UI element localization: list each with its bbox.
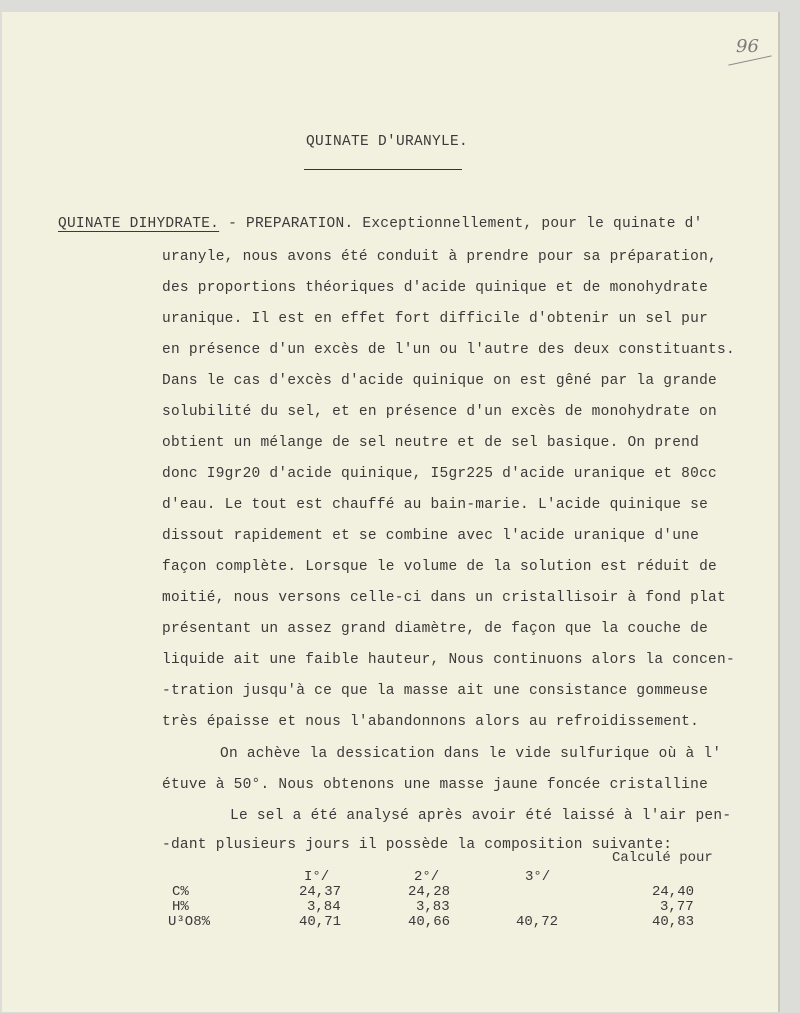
- text-line-8: obtient un mélange de sel neutre et de sel basique. On prend: [162, 435, 700, 451]
- text-line-21: -dant plusieurs jours il possède la composition suivante:: [162, 837, 673, 853]
- row-label-uranium-oxide: U³O8%: [168, 914, 211, 930]
- column-header-3: 3°/: [525, 869, 551, 885]
- cell-carbon-2: 24,28: [408, 884, 451, 900]
- cell-carbon-calc: 24,40: [652, 884, 695, 900]
- cell-hydrogen-1: 3,84: [307, 899, 341, 915]
- text-line-11: dissout rapidement et se combine avec l'acide uranique d'une: [162, 528, 700, 544]
- title-underline: [304, 169, 462, 170]
- document-page: [2, 12, 778, 1012]
- row-label-hydrogen: H%: [172, 899, 189, 915]
- calculated-header: Calculé pour: [612, 850, 713, 866]
- cell-hydrogen-2: 3,83: [416, 899, 450, 915]
- cell-uranium-oxide-calc: 40,83: [652, 914, 695, 930]
- text-line-6: Dans le cas d'excès d'acide quinique on est gêné par la grande: [162, 373, 717, 389]
- cell-uranium-oxide-3: 40,72: [516, 914, 559, 930]
- cell-uranium-oxide-2: 40,66: [408, 914, 451, 930]
- text-line-18: On achève la dessication dans le vide sulfurique où à l': [220, 746, 722, 762]
- text-line-14: présentant un assez grand diamètre, de façon que la couche de: [162, 621, 709, 637]
- column-header-1: I°/: [304, 869, 330, 885]
- document-title: QUINATE D'URANYLE.: [306, 134, 469, 150]
- text-line-9: donc I9gr20 d'acide quinique, I5gr225 d'acide uranique et 80cc: [162, 466, 717, 482]
- text-line-1-body: - PREPARATION. Exceptionnellement, pour le quinate d': [219, 216, 703, 232]
- text-line-4: uranique. Il est en effet fort difficile d'obtenir un sel pur: [162, 311, 709, 327]
- text-line-1: [58, 216, 703, 232]
- cell-hydrogen-calc: 3,77: [660, 899, 694, 915]
- section-heading: QUINATE DIHYDRATE.: [58, 216, 220, 232]
- text-line-17: très épaisse et nous l'abandonnons alors au refroidissement.: [162, 714, 700, 730]
- column-header-2: 2°/: [414, 869, 440, 885]
- text-line-13: moitié, nous versons celle-ci dans un cristallisoir à fond plat: [162, 590, 726, 606]
- text-line-20: Le sel a été analysé après avoir été laissé à l'air pen-: [230, 808, 732, 824]
- text-line-7: solubilité du sel, et en présence d'un excès de monohydrate on: [162, 404, 717, 420]
- text-line-2: uranyle, nous avons été conduit à prendre pour sa préparation,: [162, 249, 717, 265]
- text-line-15: liquide ait une faible hauteur, Nous continuons alors la concen-: [162, 652, 735, 668]
- text-line-12: façon complète. Lorsque le volume de la solution est réduit de: [162, 559, 717, 575]
- text-line-10: d'eau. Le tout est chauffé au bain-marie. L'acide quinique se: [162, 497, 709, 513]
- text-line-19: étuve à 50°. Nous obtenons une masse jaune foncée cristalline: [162, 777, 709, 793]
- text-line-3: des proportions théoriques d'acide quinique et de monohydrate: [162, 280, 709, 296]
- row-label-carbon: C%: [172, 884, 189, 900]
- page-number: 96: [736, 36, 759, 57]
- cell-uranium-oxide-1: 40,71: [299, 914, 342, 930]
- cell-carbon-1: 24,37: [299, 884, 342, 900]
- text-line-5: en présence d'un excès de l'un ou l'autre des deux constituants.: [162, 342, 735, 358]
- text-line-16: -tration jusqu'à ce que la masse ait une consistance gommeuse: [162, 683, 709, 699]
